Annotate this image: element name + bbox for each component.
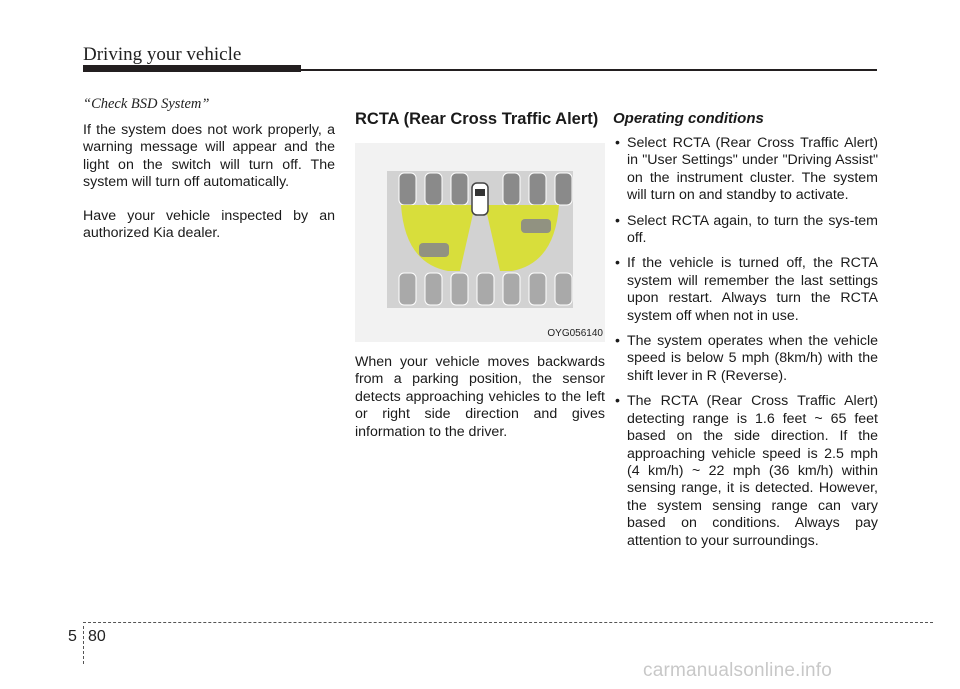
bullet-dot-icon: • <box>615 393 620 410</box>
list-item <box>613 213 878 248</box>
chapter-number: 5 <box>68 628 77 645</box>
left-paragraph-2: Have your vehicle inspected by an authorized Kia dealer. <box>83 207 335 242</box>
header-rule-thick <box>83 65 301 72</box>
page-header-title: Driving your vehicle <box>83 44 242 65</box>
check-bsd-heading: “Check BSD System” <box>83 96 210 112</box>
rcta-description: When your vehicle moves backwards from a parking position, the sensor detects approaching vehicles to the left or right side direction and gives information to the driver. <box>355 354 605 440</box>
watermark: carmanualsonline.info <box>643 660 833 681</box>
operating-conditions-heading: Operating conditions <box>613 110 764 127</box>
list-item-text: The system operates when the vehicle speed is below 5 mph (8km/h) with the shift lever in R (Reverse). <box>627 333 878 384</box>
page-number: 80 <box>88 628 106 645</box>
rcta-section-heading: RCTA (Rear Cross Traffic Alert) <box>355 110 599 128</box>
own-vehicle-windshield <box>475 189 485 196</box>
bullet-dot-icon: • <box>615 212 620 229</box>
operating-conditions-list <box>613 135 878 550</box>
own-vehicle <box>472 183 488 215</box>
bullet-dot-icon: • <box>615 333 620 350</box>
bullet-dot-icon: • <box>615 255 620 272</box>
bottom-row-cars <box>399 273 572 305</box>
rcta-illustration <box>355 143 605 342</box>
list-item <box>613 135 878 205</box>
approaching-car-left <box>419 243 449 257</box>
list-item-text: If the vehicle is turned off, the RCTA system will remember the last settings upon restart. Always turn the RCTA system off when not in use. <box>627 255 878 324</box>
left-column <box>83 96 335 258</box>
figure-code: OYG056140 <box>547 328 603 339</box>
footer-rule <box>83 622 933 623</box>
list-item <box>613 333 878 385</box>
list-item <box>613 255 878 325</box>
header-rule-thin <box>301 69 877 71</box>
right-column <box>613 96 878 558</box>
approaching-car-right <box>521 219 551 233</box>
list-item-text: Select RCTA (Rear Cross Traffic Alert) in "User Settings" under "Driving Assist" on the instrument cluster. The system will turn on and standby to activate. <box>627 135 878 204</box>
footer-divider <box>83 626 84 664</box>
bullet-dot-icon: • <box>615 135 620 151</box>
middle-column <box>355 96 605 457</box>
list-item-text: The RCTA (Rear Cross Traffic Alert) detecting range is 1.6 feet ~ 65 feet based on the side direction. If the approaching vehicle speed is 2.5 mph (4 km/h) ~ 22 mph (36 km/h) within sensing range, it is detected. However, the system sensing range can vary based on conditions. Always pay attention to your surroundings. <box>627 393 878 549</box>
left-paragraph-1: If the system does not work properly, a warning message will appear and the light on the switch will turn off. The system will turn off automatically. <box>83 122 335 191</box>
list-item-text: Select RCTA again, to turn the sys-tem off. <box>627 212 878 247</box>
list-item <box>613 393 878 550</box>
parking-lot-diagram <box>355 143 605 342</box>
